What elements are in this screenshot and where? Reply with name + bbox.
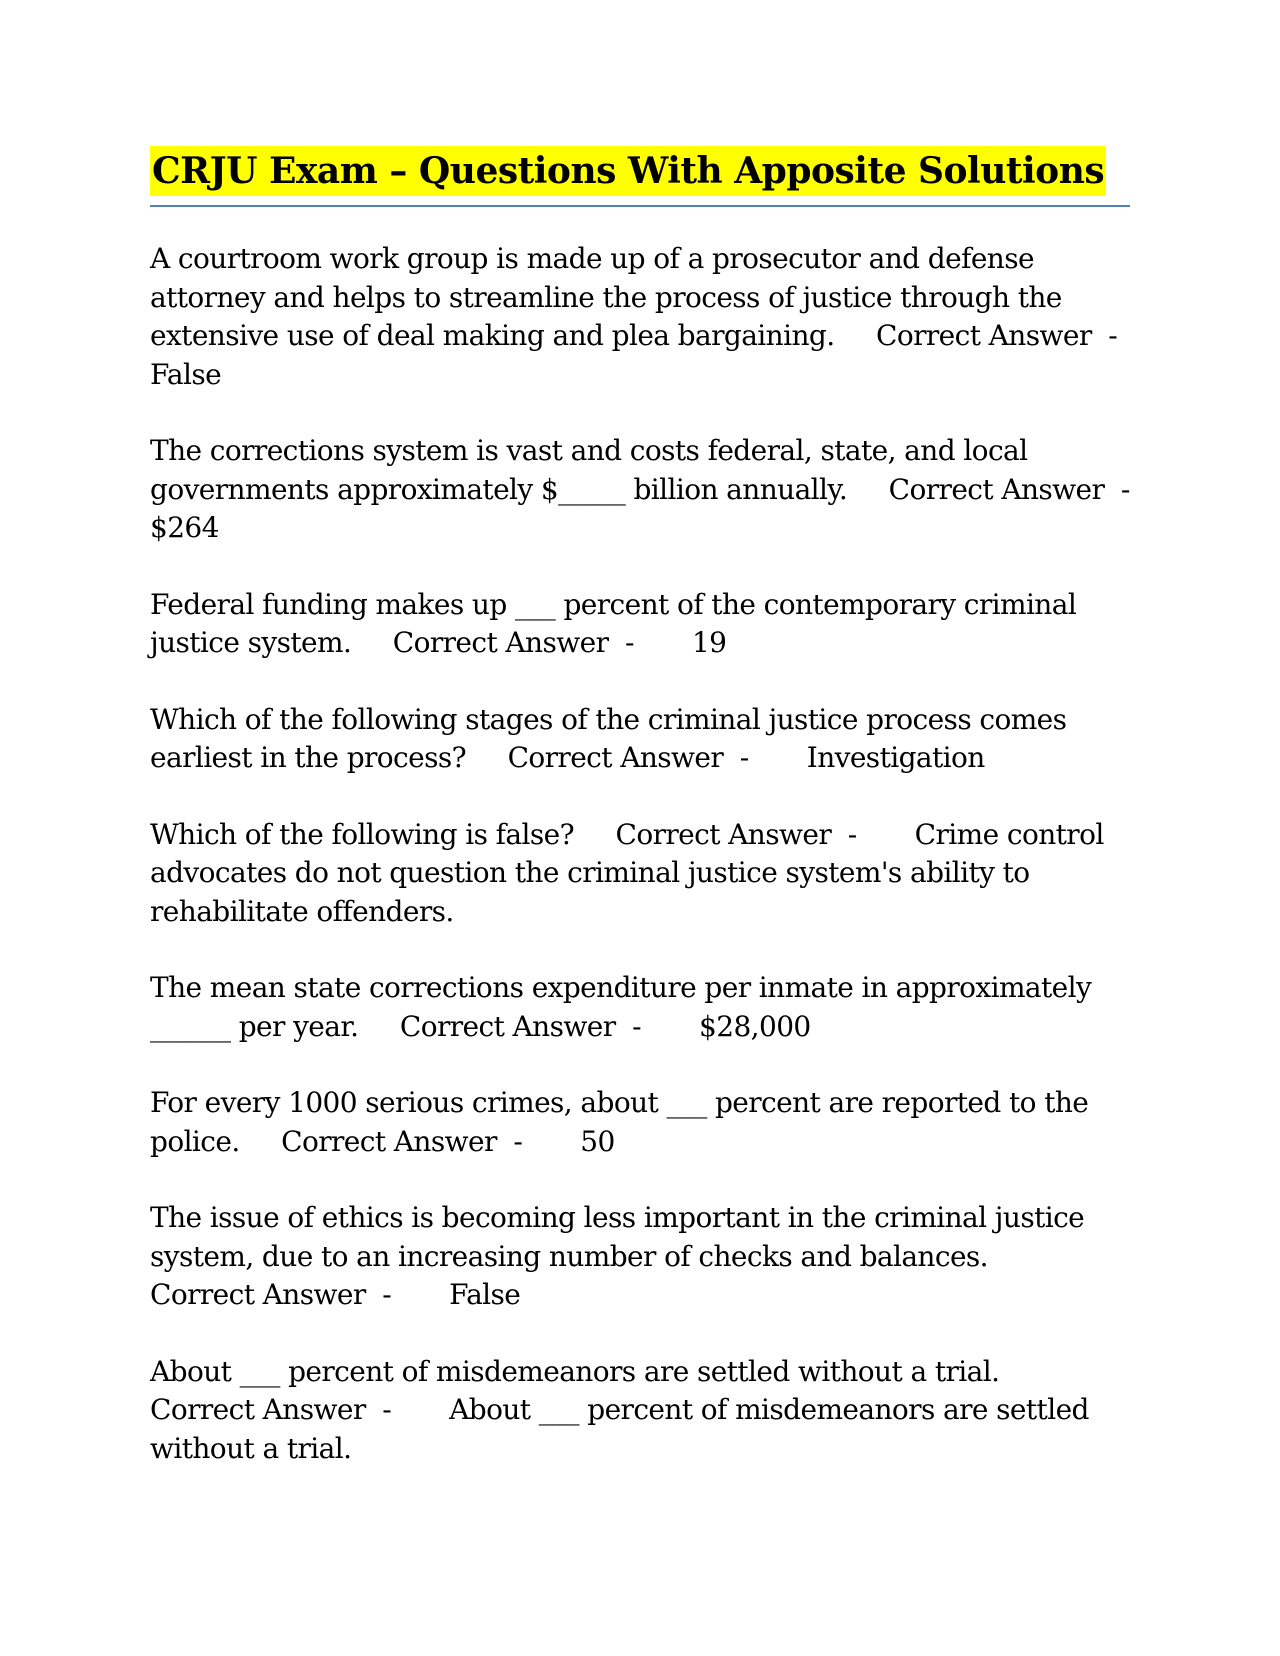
qa-item: Federal funding makes up ___ percent of the contemporary criminal justice system. Correct Answer - 19 — [150, 587, 1085, 659]
qa-item: The issue of ethics is becoming less important in the criminal justice system, due to an increasing number of checks and balances. Correct Answer - False — [150, 1201, 1093, 1311]
title-block — [150, 146, 1130, 196]
qa-item: About ___ percent of misdemeanors are settled without a trial. Correct Answer - About ___ percent of misdemeanors are settled without a trial. — [150, 1354, 1098, 1465]
qa-list — [150, 240, 1180, 1506]
qa-item: The corrections system is vast and costs federal, state, and local governments approximately $_____ billion annually. Correct Answer - $264 — [150, 434, 1180, 544]
qa-item: The mean state corrections expenditure per inmate in approximately ______ per year. Correct Answer - $28,000 — [150, 971, 1100, 1043]
qa-item: For every 1000 serious crimes, about ___ percent are reported to the police. Correct Answer - 50 — [150, 1086, 1097, 1158]
page-title: CRJU Exam – Questions With Apposite Solutions — [150, 146, 1106, 196]
title-divider — [150, 205, 1130, 207]
qa-item: Which of the following is false? Correct Answer - Crime control advocates do not question the criminal justice system's ability to rehabilitate offenders. — [150, 817, 1113, 928]
qa-item: Which of the following stages of the criminal justice process comes earliest in the process? Correct Answer - Investigation — [150, 702, 1075, 774]
qa-item: A courtroom work group is made up of a prosecutor and defense attorney and helps to streamline the process of justice through the extensive use of deal making and plea bargaining. Correct Answer - False — [150, 242, 1167, 391]
